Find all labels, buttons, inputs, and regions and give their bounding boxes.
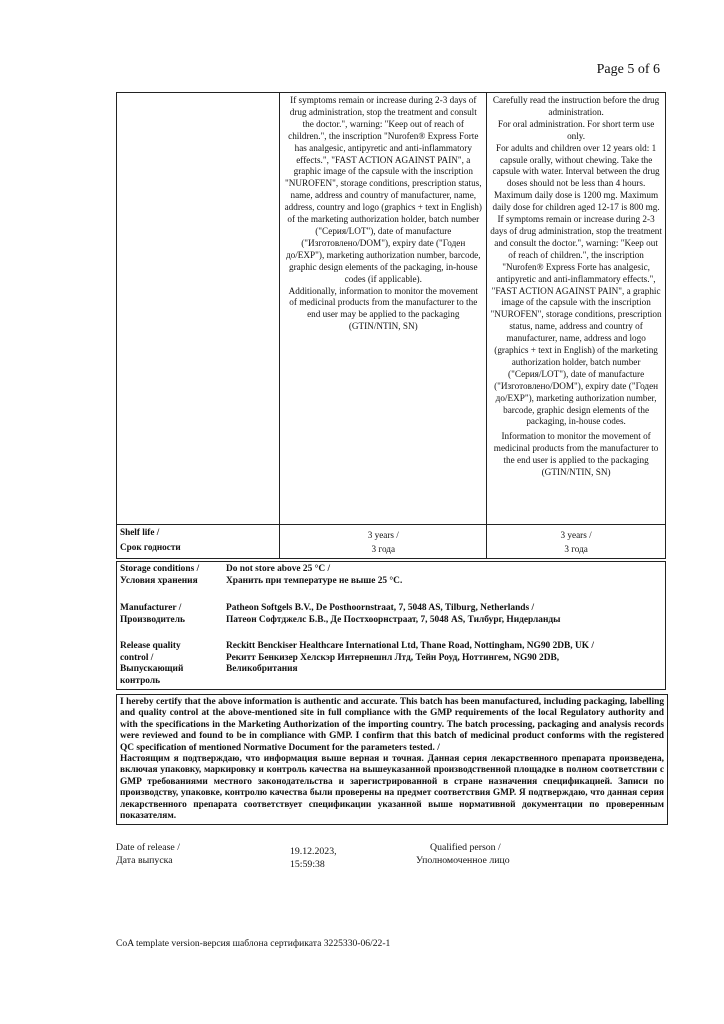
shelf-life-label-ru: Срок годности: [120, 541, 181, 552]
release-date-label-en: Date of release /: [116, 842, 180, 853]
storage-row: [117, 562, 666, 590]
shelf-life-row: [117, 525, 666, 559]
packaging-spec-text: If symptoms remain or increase during 2-3 days of drug administration, stop the treatment and consult the doctor.", warning: "Keep out of reach of children.", the inscription "Nurofen® Express Forte has analgesic, antipyretic and anti-inflammatory effects.", "FAST ACTION AGAINST PAIN", a graphic image of the capsule with the inscription "NUROFEN", storage conditions, prescription status, name, address and country of manufacturer, name, address, country and logo (graphics + text in English) of the marketing authorization holder, batch number ("Серия/LOT"), date of manufacture ("Изготовлено/DOM"), expiry date ("Годен до/EXP"), marketing authorization number, barcode, graphic design elements of the packaging, in-house codes (if applicable).: [284, 95, 482, 284]
release-date: 19.12.2023,: [290, 846, 337, 857]
release-time: 15:59:38: [290, 858, 325, 870]
release-date-value: [290, 846, 337, 871]
release-value-ru: Рекитт Бенкизер Хелскэр Интернешнл Лтд, Тейн Роуд, Ноттингем, NG90 2DB,: [226, 652, 560, 663]
storage-value-ru: Хранить при температуре не выше 25 °C.: [226, 575, 403, 586]
packaging-result-text: If symptoms remain or increase during 2-3 days of drug administration, stop the treatment and consult the doctor.", warning: "Keep out of reach of children.", the inscription "Nurofen® Express Forte has analgesic, antipyretic and anti-inflammatory effects.", "FAST ACTION AGAINST PAIN", a graphic image of the capsule with the inscription "NUROFEN", storage conditions, prescription status, name, address and country of manufacturer, name, address and logo (graphics + text in English) of the marketing authorization holder, batch number ("Серия/LOT"), date of manufacture ("Изготовлено/DOM"), expiry date ("Годен до/EXP"), marketing authorization number, barcode, graphic design elements of the packaging, in-house codes.: [490, 214, 662, 427]
storage-label-en: Storage conditions /: [120, 564, 200, 574]
packaging-result-oral: For oral administration. For short term use only.: [497, 118, 655, 141]
storage-value: [223, 562, 666, 590]
certification-en: I hereby certify that the above information is authentic and accurate. This batch has been manufactured, including packaging, labelling and quality control at the above-mentioned site in full compliance with the GMP requirements of the local Regulatory authority and with the specifications in the Marketing Authorization of the importing country. The batch processing, packaging and analysis records were reviewed and found to be in compliance with GMP. I confirm that this batch of medicinal product conforms with the registered QC specification of mentioned Normative Document for the parameters tested. /: [120, 697, 664, 753]
manufacturer-label-en: Manufacturer /: [120, 603, 182, 613]
storage-label-ru: Условия хранения: [120, 575, 198, 586]
qualified-person-label-en: Qualified person /: [430, 842, 501, 853]
product-details-table: [116, 561, 666, 690]
page-number: Page 5 of 6: [596, 62, 660, 77]
manufacturer-value: [223, 589, 666, 628]
qualified-person: [416, 842, 510, 867]
packaging-result-gtin: Information to monitor the movement of medicinal products from the manufacturer to the end user is applied to the packaging (GTIN/NTIN, SN): [493, 431, 659, 478]
certification-statement: [116, 694, 668, 825]
packaging-table: [116, 92, 666, 559]
release-date-label: [116, 842, 180, 867]
release-label-line4: контроль: [120, 675, 161, 686]
shelf-life-spec-en: 3 years /: [367, 530, 399, 540]
packaging-result-cell: [487, 93, 666, 525]
release-control-value: [223, 628, 666, 690]
manufacturer-row: [117, 589, 666, 628]
release-label-line3: Выпускающий: [120, 664, 184, 674]
shelf-life-spec: [280, 525, 487, 559]
release-date-label-ru: Дата выпуска: [116, 854, 173, 866]
packaging-spec-additional: Additionally, information to monitor the movement of medicinal products from the manufacturer to the end user may be applied to the packaging (GTIN/NTIN, SN): [288, 285, 478, 332]
template-version: CoA template version-версия шаблона сертификата 3225330-06/22-1: [116, 938, 391, 949]
release-label-line2: control /: [120, 652, 154, 663]
shelf-life-label-en: Shelf life /: [120, 527, 160, 537]
manufacturer-label: [117, 589, 224, 628]
packaging-result-instruction: Carefully read the instruction before the drug administration.: [492, 95, 660, 117]
release-control-label: [117, 628, 224, 690]
packaging-label-cell: [117, 93, 280, 525]
manufacturer-label-ru: Производитель: [120, 614, 185, 625]
manufacturer-value-ru: Патеон Софтджелс Б.В., Де Постхоорнстраат, 7, 5048 AS, Тилбург, Нидерланды: [226, 614, 561, 625]
packaging-result-dosage: For adults and children over 12 years old: 1 capsule orally, without chewing. Take the capsule with water. Interval between the drug doses should not be less than 4 hours. Maximum daily dose is 1200 mg. Maximum daily dose for children aged 12-17 is 800 mg.: [492, 142, 660, 213]
storage-value-en: Do not store above 25 °C /: [226, 564, 331, 574]
release-value-country: Великобритания: [226, 664, 298, 674]
storage-label: [117, 562, 224, 590]
release-control-row: [117, 628, 666, 690]
release-label-line1: Release quality: [120, 641, 181, 651]
manufacturer-value-en: Patheon Softgels B.V., De Posthoornstraat, 7, 5048 AS, Tilburg, Netherlands /: [226, 603, 535, 613]
shelf-life-spec-ru: 3 года: [371, 543, 396, 554]
certification-ru: Настоящим я подтверждаю, что информация выше верная и точная. Данная серия лекарственного препарата произведена, включая упаковку, маркировку и контроль качества на вышеуказанной производственной площадке в полном соответствии с GMP требованиями местного законодательства и зарегистрированной в стране назначения спецификацией. Записи по производству, упаковке, контролю качества были проверены на предмет соответствия GMP. Я подтверждаю, что данная серия лекарственного препарата соответствует спецификации указанной выше нормативной документации по проверенным показателям.: [120, 754, 664, 822]
packaging-spec-cell: [280, 93, 487, 525]
shelf-life-label: [117, 525, 280, 559]
release-value-en: Reckitt Benckiser Healthcare International Ltd, Thane Road, Nottingham, NG90 2DB, UK /: [226, 641, 594, 651]
qualified-person-label-ru: Уполномоченное лицо: [416, 854, 510, 866]
packaging-row: [117, 93, 666, 525]
shelf-life-result-en: 3 years /: [560, 530, 592, 540]
shelf-life-result-ru: 3 года: [564, 543, 588, 554]
shelf-life-result: [487, 525, 666, 559]
